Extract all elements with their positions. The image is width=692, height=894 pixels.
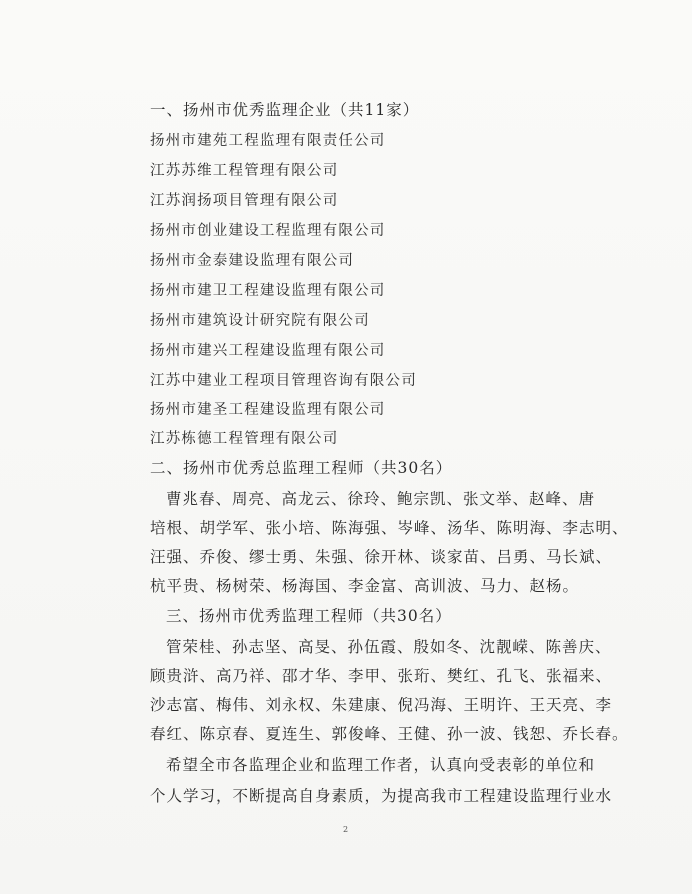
names-line: 春红、陈京春、夏连生、郭俊峰、王健、孙一波、钱恕、乔长春。 [150, 725, 629, 743]
company-item: 扬州市建卫工程建设监理有限公司 [150, 283, 386, 299]
company-item: 江苏润扬项目管理有限公司 [150, 193, 339, 209]
names-line: 杭平贵、杨树荣、杨海国、李金富、高训波、马力、赵杨。 [150, 577, 580, 595]
names-line: 管荣桂、孙志坚、高旻、孙伍霞、殷如冬、沈靓嵘、陈善庆、 [166, 638, 612, 656]
names-line: 汪强、乔俊、缪士勇、朱强、徐开林、谈家苗、吕勇、马长斌、 [150, 548, 613, 566]
closing-line: 个人学习，不断提高自身素质，为提高我市工程建设监理行业水 [150, 787, 613, 805]
company-item: 扬州市建圣工程建设监理有限公司 [150, 402, 386, 418]
company-item: 扬州市创业建设工程监理有限公司 [150, 223, 386, 239]
page-number: 2 [343, 825, 349, 834]
company-item: 扬州市建兴工程建设监理有限公司 [150, 343, 386, 359]
company-item: 江苏栋德工程管理有限公司 [150, 431, 339, 447]
section2-heading: 二、扬州市优秀总监理工程师（共30名） [150, 459, 453, 477]
company-item: 江苏中建业工程项目管理咨询有限公司 [150, 373, 417, 389]
company-item: 扬州市建筑设计研究院有限公司 [150, 313, 370, 329]
company-item: 江苏苏维工程管理有限公司 [150, 163, 339, 179]
company-item: 扬州市金泰建设监理有限公司 [150, 253, 355, 269]
names-line: 沙志富、梅伟、刘永权、朱建康、倪冯海、王明许、王天亮、李 [150, 696, 613, 714]
company-item: 扬州市建苑工程监理有限责任公司 [150, 133, 386, 149]
section3-heading: 三、扬州市优秀监理工程师（共30名） [166, 607, 452, 625]
names-line: 曹兆春、周亮、高龙云、徐玲、鲍宗凯、张文举、赵峰、唐 [166, 490, 596, 508]
section1-heading: 一、扬州市优秀监理企业（共11家） [150, 101, 420, 119]
closing-line: 希望全市各监理企业和监理工作者，认真向受表彰的单位和 [166, 756, 596, 774]
names-line: 培根、胡学军、张小培、陈海强、岑峰、汤华、陈明海、李志明、 [150, 519, 629, 537]
names-line: 顾贵浒、高乃祥、邵才华、李甲、张珩、樊红、孔飞、张福来、 [150, 667, 613, 685]
